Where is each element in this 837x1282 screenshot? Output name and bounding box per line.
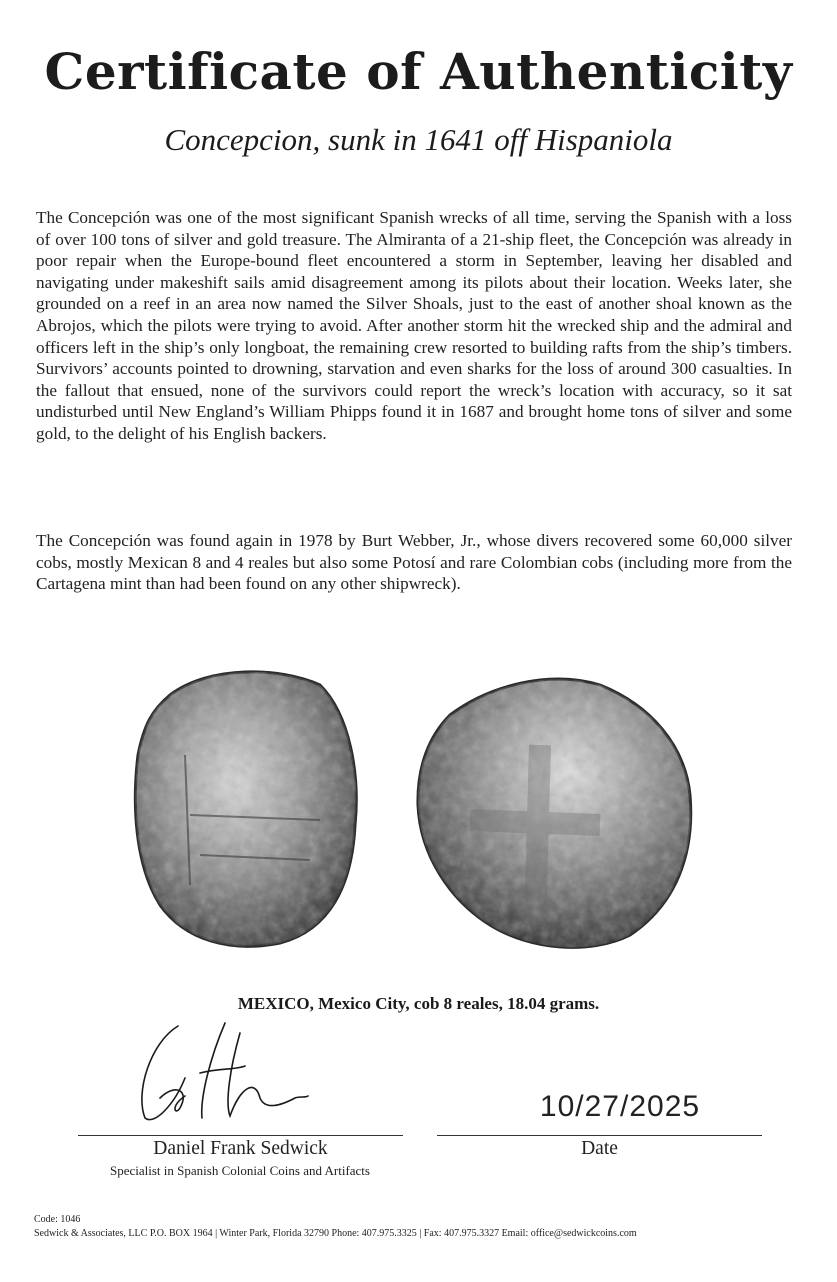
date-line — [437, 1135, 762, 1136]
company-contact-footer: Sedwick & Associates, LLC P.O. BOX 1964 | Winter Park, Florida 32790 Phone: 407.975.3325 | Fax: 407.975.3327 Email: office@sedwickcoins.com — [34, 1228, 637, 1239]
history-paragraph-2: The Concepción was found again in 1978 by Burt Webber, Jr., whose divers recovered some 60,000 silver cobs, mostly Mexican 8 and 4 reales but also some Potosí and rare Colombian cobs (including more from the Cartagena mint than had been found on any other shipwreck). — [36, 531, 792, 594]
signer-title: Specialist in Spanish Colonial Coins and Artifacts — [110, 1163, 370, 1178]
signature-image — [130, 1018, 330, 1128]
coin-reverse-image — [418, 679, 691, 947]
signer-name: Daniel Frank Sedwick — [153, 1138, 328, 1159]
date-value: 10/27/2025 — [539, 1090, 701, 1123]
coin-description: MEXICO, Mexico City, cob 8 reales, 18.04 grams. — [237, 994, 600, 1013]
date-label: Date — [581, 1138, 618, 1159]
certificate-title: Certificate of Authenticity — [44, 42, 793, 101]
certificate-subtitle: Concepcion, sunk in 1641 off Hispaniola — [164, 122, 673, 157]
signature-line — [78, 1135, 403, 1136]
history-paragraph-1: The Concepción was one of the most significant Spanish wrecks of all time, serving the Spanish with a loss of over 100 tons of silver and gold treasure. The Almiranta of a 21-ship fleet, the Concepción was already in poor repair when the Europe-bound fleet encountered a storm in September, leaving her disabled and navigating under makeshift sails amid disagreement among its pilots about their location. Weeks later, she grounded on a reef in an area now named the Silver Shoals, just to the east of another shoal known as the Abrojos, which the pilots were trying to avoid. After another storm hit the wrecked ship and the admiral and officers left in the ship’s only longboat, the remaining crew resorted to building rafts from the ship’s timbers. Survivors’ accounts pointed to drowning, starvation and even sharks for the loss of around 300 casualties. In the fallout that ensued, none of the survivors could report the wreck’s location with accuracy, so it sat undisturbed until New England’s William Phipps found it in 1687 and brought home tons of silver and some gold, to the delight of his English backers. — [36, 208, 792, 443]
coin-obverse-image — [135, 672, 356, 946]
coin-photos — [130, 655, 710, 955]
certificate-code: Code: 1046 — [34, 1214, 81, 1225]
